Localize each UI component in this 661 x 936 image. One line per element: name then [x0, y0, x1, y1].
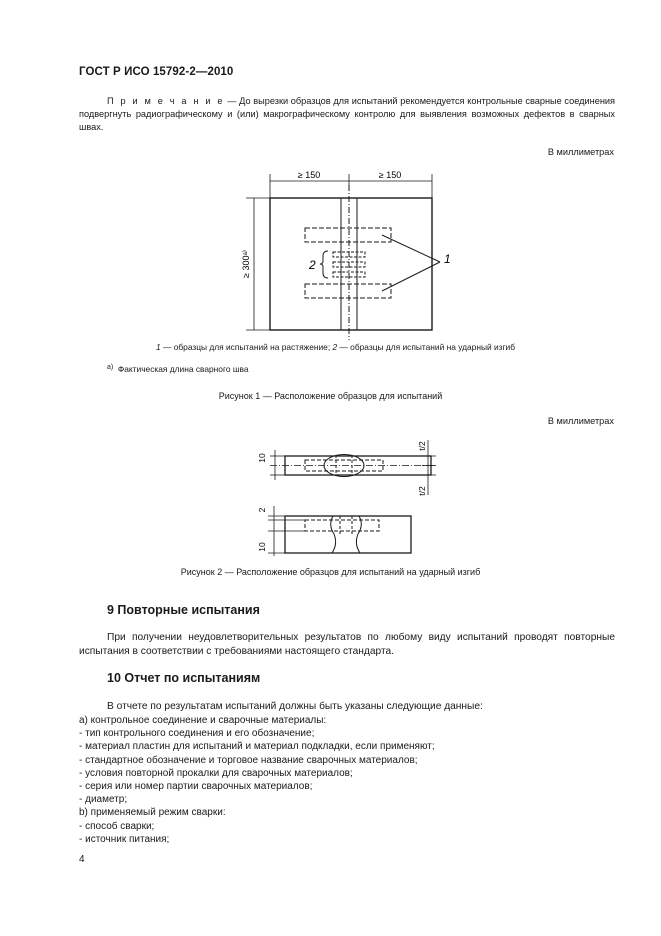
fig2-bottom-specimen	[305, 520, 379, 531]
list-item: - источник питания;	[79, 833, 170, 845]
document-header: ГОСТ Р ИСО 15792-2—2010	[79, 66, 234, 78]
legend-2-num: 2	[332, 342, 338, 352]
fig2-dim-top-left: 10	[257, 453, 267, 463]
note-label: П р и м е ч а н и е	[107, 96, 225, 106]
section10-intro: В отчете по результатам испытаний должны быть указаны следующие данные:	[107, 701, 483, 712]
figure2-caption: Рисунок 2 — Расположение образцов для испытаний на ударный изгиб	[180, 567, 481, 577]
list-item: - материал пластин для испытаний и материал подкладки, если применяют;	[79, 741, 435, 753]
figure1-legend	[156, 342, 515, 352]
figure1-footnote	[107, 364, 249, 374]
fig1-leader-bottom	[382, 262, 440, 291]
fig1-tensile-specimen-bottom	[305, 284, 391, 298]
note-text: — До вырезки образцов для испытаний рекомендуется контрольные сварные соединения подвергнуть радиографическому и (или) макрографическому контролю для выявления возможных дефектов в сварных швах.	[79, 96, 615, 132]
figure1-units: В миллиметрах	[547, 147, 614, 157]
figure2-units: В миллиметрах	[547, 416, 614, 426]
fig1-label-1: 1	[444, 252, 451, 266]
list-item: b) применяемый режим сварки:	[79, 807, 226, 819]
fig1-plate	[270, 198, 432, 330]
section10-heading: 10 Отчет по испытаниям	[107, 671, 261, 685]
fig1-leader-top	[382, 235, 440, 262]
footnote-mark: а)	[107, 364, 114, 371]
fig1-brace	[320, 251, 328, 278]
list-item: a) контрольное соединение и сварочные материалы:	[79, 715, 327, 726]
list-item: - серия или номер партии сварочных материалов;	[79, 781, 313, 793]
legend-1-text: — образцы для испытаний на растяжение;	[160, 342, 333, 352]
fig2-dim-top-right-lower: t/2	[417, 486, 427, 496]
page-number: 4	[79, 854, 85, 865]
list-item: - способ сварки;	[79, 820, 155, 832]
list-item: - стандартное обозначение и торговое название сварочных материалов;	[79, 754, 418, 766]
fig1-dim-height: ≥ 300ᵃ⁾	[241, 249, 251, 279]
list-item: - тип контрольного соединения и его обозначение;	[79, 728, 315, 740]
fig1-dim-right-width: ≥ 150	[378, 170, 402, 180]
fig2-dim-bottom-lower: 10	[257, 542, 267, 552]
fig2-dim-top-right-upper: t/2	[417, 441, 427, 451]
section9-text: При получении неудовлетворительных результатов по любому виду испытаний проводят повторные испытания в соответствии с требованиями настоящего стандарта.	[79, 632, 615, 657]
section10-list	[79, 714, 435, 846]
legend-1-num: 1	[156, 342, 161, 352]
fig1-dim-left-width: ≥ 150	[297, 170, 321, 180]
fig1-tensile-specimen-top	[305, 228, 391, 242]
list-item: - диаметр;	[79, 794, 128, 806]
list-item: - условия повторной прокалки для сварочных материалов;	[79, 767, 353, 779]
legend-2-text: — образцы для испытаний на ударный изгиб	[337, 342, 516, 352]
fig2-bottom-plate	[285, 516, 411, 553]
fig2-dim-bottom-upper: 2	[257, 507, 267, 513]
footnote-text: Фактическая длина сварного шва	[117, 364, 249, 374]
section9-heading: 9 Повторные испытания	[107, 603, 260, 617]
fig2-bottom-weld	[331, 516, 362, 553]
figure1-caption: Рисунок 1 — Расположение образцов для испытаний	[218, 391, 443, 401]
fig1-label-2: 2	[309, 258, 316, 272]
